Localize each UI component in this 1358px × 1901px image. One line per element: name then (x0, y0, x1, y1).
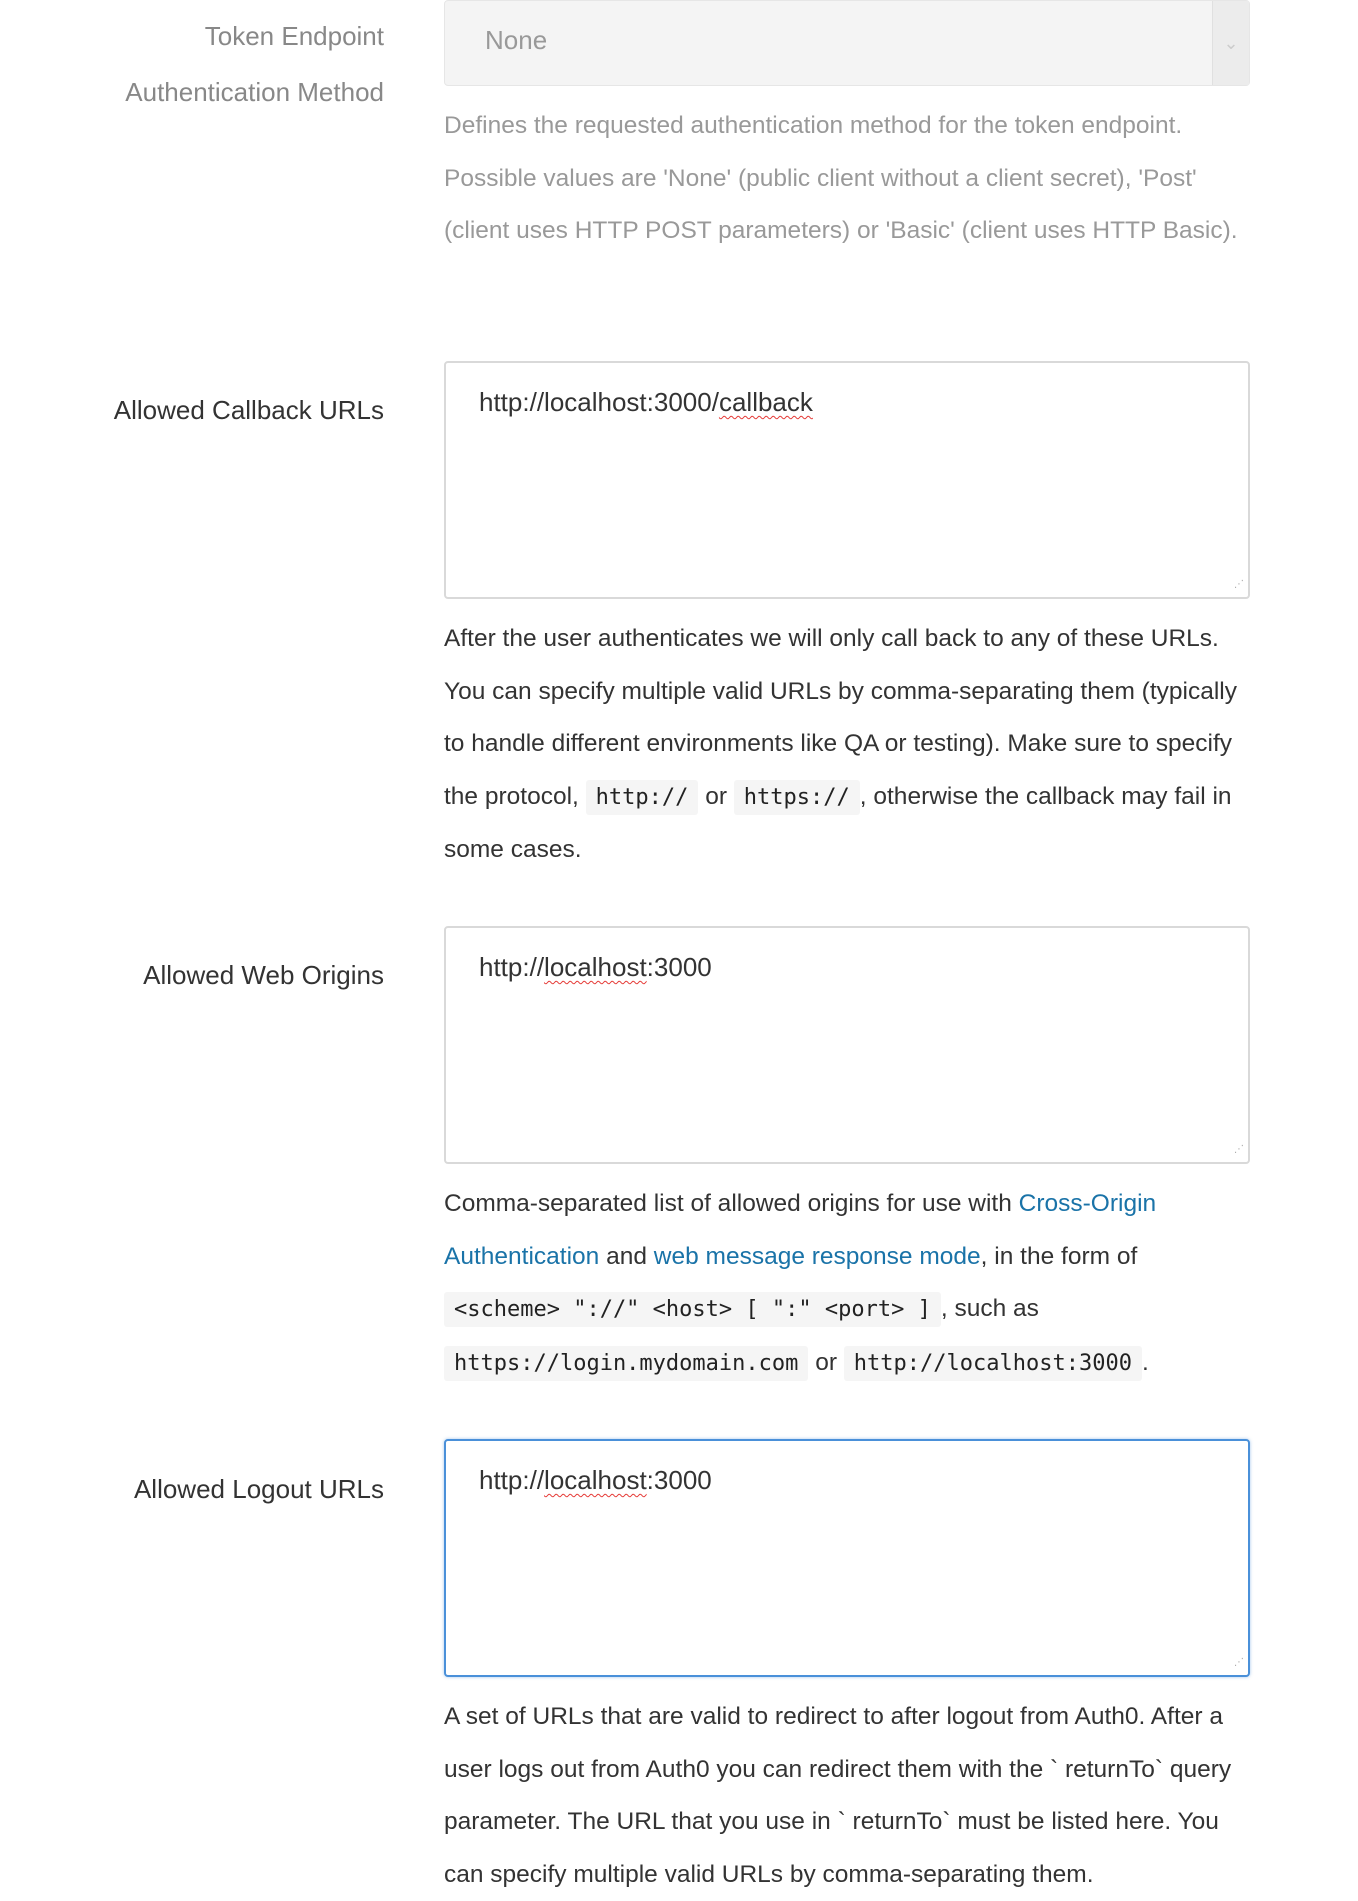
code-https: https:// (734, 780, 860, 815)
token-endpoint-auth-label-line1: Token Endpoint (204, 21, 384, 51)
callback-urls-field (444, 361, 1250, 877)
token-endpoint-auth-selected-value: None (485, 25, 548, 55)
resize-handle-icon[interactable]: ⋰ (1234, 1144, 1244, 1155)
token-endpoint-auth-help: Defines the requested authentication method for the token endpoint. Possible values are 'None' (public client without a client secret), 'Post' (client uses HTTP POST parameters) or 'Basic' (client uses HTTP Basic). (444, 112, 1238, 244)
code-example-localhost: http://localhost:3000 (844, 1346, 1142, 1381)
callback-urls-help: After the user authenticates we will only call back to any of these URLs. You can specify multiple valid URLs by comma-separating them (typically to handle different environments like QA or testing). Make sure to specify the protocol, http:// or https:// , otherwise the callback may fail in some cases. (444, 625, 1237, 863)
resize-handle-icon[interactable]: ⋰ (1234, 1657, 1244, 1668)
code-origin-format: <scheme> "://" <host> [ ":" <port> ] (444, 1292, 941, 1327)
token-endpoint-auth-label-line2: Authentication Method (125, 77, 384, 107)
token-endpoint-auth-field (444, 2, 1250, 258)
web-message-response-mode-link[interactable]: web message response mode (653, 1242, 981, 1270)
logout-urls-label: Allowed Logout URLs (133, 1474, 384, 1504)
web-origins-label: Allowed Web Origins (143, 960, 384, 990)
callback-urls-value: http://localhost:3000/callback (479, 387, 813, 417)
code-example-login: https://login.mydomain.com (444, 1346, 808, 1381)
web-origins-field (444, 926, 1250, 1390)
cross-origin-auth-link[interactable]: Cross-Origin Authentication (444, 1190, 1157, 1270)
web-origins-value: http://localhost:3000 (479, 952, 712, 982)
web-origins-help: Comma-separated list of allowed origins for use with Cross-Origin Authentication and web message response mode, in the form of <scheme> "://" <host> [ ":" <port> ] , such as https://login.mydomain.com or http://localhost:3000 . (444, 1178, 1250, 1390)
logout-urls-textarea[interactable] (444, 1439, 1250, 1677)
logout-urls-field (444, 1439, 1250, 1901)
token-endpoint-auth-label (44, 8, 384, 120)
logout-urls-help: A set of URLs that are valid to redirect to after logout from Auth0. After a user logs out from Auth0 you can redirect them with the ` returnTo` query parameter. The URL that you use in ` returnTo` must be listed here. You can specify multiple valid URLs by comma-separating them. (444, 1703, 1232, 1888)
logout-urls-value: http://localhost:3000 (479, 1465, 712, 1495)
callback-urls-textarea[interactable] (444, 361, 1250, 599)
code-http: http:// (586, 780, 699, 815)
callback-urls-label: Allowed Callback URLs (113, 395, 384, 425)
token-endpoint-auth-select[interactable] (444, 0, 1250, 86)
web-origins-textarea[interactable] (444, 926, 1250, 1164)
resize-handle-icon[interactable]: ⋰ (1234, 579, 1244, 590)
chevron-down-icon[interactable]: ⌄ (1212, 1, 1249, 85)
